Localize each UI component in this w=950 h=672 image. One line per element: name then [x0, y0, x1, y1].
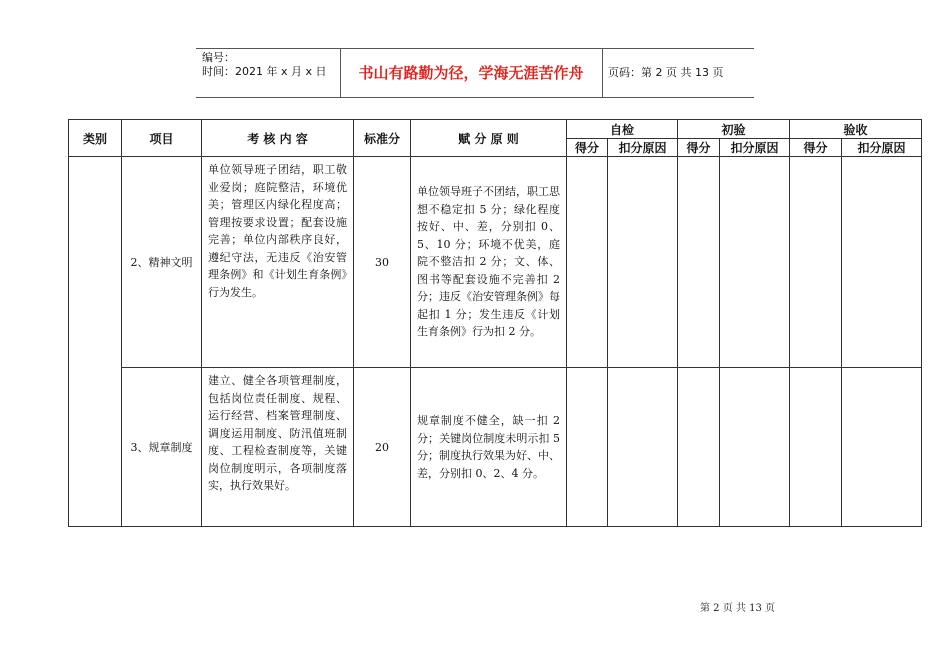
header-self-check: 自检 — [567, 120, 678, 139]
score-cell: 30 — [354, 157, 411, 368]
acceptance-score-cell[interactable] — [790, 368, 842, 527]
header-score: 得分 — [567, 139, 608, 157]
acceptance-reason-cell[interactable] — [842, 368, 922, 527]
acceptance-reason-cell[interactable] — [842, 157, 922, 368]
header-score: 得分 — [790, 139, 842, 157]
header-item: 项目 — [122, 120, 202, 157]
header-page-info: 页码：第 2 页 共 13 页 — [608, 66, 724, 79]
document-header — [196, 48, 754, 98]
table-row — [69, 157, 922, 368]
table-row — [69, 368, 922, 527]
header-scoring-rule: 赋 分 原 则 — [411, 120, 567, 157]
rule-cell: 单位领导班子不团结，职工思想不稳定扣 5 分；绿化程度按好、中、差，分别扣 0、5、10 分；环境不优美，庭院不整洁扣 2 分；文、体、图书等配套设施不完善扣 2 分；违反《治安管理条例》每起扣 1 分；发生违反《计划生育条例》行为扣 2 分。 — [411, 157, 567, 368]
header-motto: 书山有路勤为径，学海无涯苦作舟 — [358, 64, 584, 82]
header-standard-score: 标准分 — [354, 120, 411, 157]
header-acceptance: 验收 — [790, 120, 922, 139]
self-score-cell[interactable] — [567, 368, 608, 527]
item-cell: 2、精神文明 — [122, 157, 202, 368]
header-initial-check: 初验 — [678, 120, 790, 139]
initial-score-cell[interactable] — [678, 368, 720, 527]
self-reason-cell[interactable] — [608, 157, 678, 368]
score-cell: 20 — [354, 368, 411, 527]
content-cell: 建立、健全各项管理制度，包括岗位责任制度、规程、运行经营、档案管理制度、调度运用制度、防汛值班制度、工程检查制度等，关键岗位制度明示，各项制度落实，执行效果好。 — [202, 368, 354, 527]
self-score-cell[interactable] — [567, 157, 608, 368]
header-deduct-reason: 扣分原因 — [720, 139, 790, 157]
header-content: 考 核 内 容 — [202, 120, 354, 157]
time-label: 时间：2021 年 x 月 x 日 — [202, 65, 327, 78]
self-reason-cell[interactable] — [608, 368, 678, 527]
header-deduct-reason: 扣分原因 — [608, 139, 678, 157]
category-cell — [69, 157, 122, 527]
item-cell: 3、规章制度 — [122, 368, 202, 527]
assessment-table — [68, 119, 922, 527]
rule-cell: 规章制度不健全，缺一扣 2 分；关键岗位制度未明示扣 5 分；制度执行效果为好、中、差，分别扣 0、2、4 分。 — [411, 368, 567, 527]
code-label: 编号： — [202, 51, 235, 64]
initial-score-cell[interactable] — [678, 157, 720, 368]
content-cell: 单位领导班子团结，职工敬业爱岗；庭院整洁，环境优美；管理区内绿化程度高；管理按要求设置；配套设施完善；单位内部秩序良好，遵纪守法，无违反《治安管理条例》和《计划生育条例》行为发生。 — [202, 157, 354, 368]
initial-reason-cell[interactable] — [720, 157, 790, 368]
header-divider — [602, 49, 603, 97]
header-deduct-reason: 扣分原因 — [842, 139, 922, 157]
header-meta — [202, 51, 327, 79]
page-footer: 第 2 页 共 13 页 — [700, 603, 775, 614]
header-score: 得分 — [678, 139, 720, 157]
initial-reason-cell[interactable] — [720, 368, 790, 527]
header-category: 类别 — [69, 120, 122, 157]
acceptance-score-cell[interactable] — [790, 157, 842, 368]
